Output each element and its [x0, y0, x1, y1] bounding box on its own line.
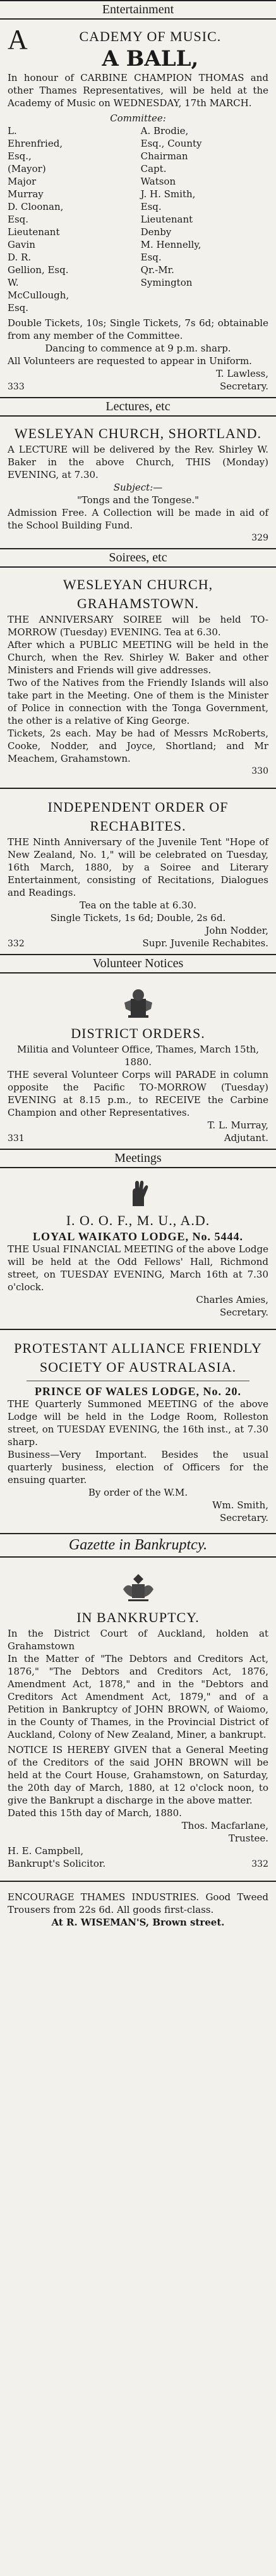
ioof-body: THE Usual FINANCIAL MEETING of the above Lodge will be held at the Odd Fellows' Hall, Richmond street, on TUESDAY EVENING, March 16th at 7.30 o'clock. [8, 1243, 268, 1293]
committee-left [8, 125, 135, 314]
committee-label: Committee: [110, 113, 166, 124]
section-header-soirees: Soirees, etc [0, 548, 276, 568]
lecture-subject: "Tongs and the Tongese." [76, 494, 200, 506]
academy-ball-title: A BALL, [102, 46, 199, 71]
committee-list [8, 125, 268, 314]
industries-line1: ENCOURAGE THAMES INDUSTRIES. Good Tweed Trousers from 22s 6d. All goods first-class. [8, 1891, 268, 1915]
committee-member: M. Hennelly, Esq. [140, 239, 201, 263]
rechabites-number: 332 [8, 939, 25, 949]
academy-footer [8, 380, 268, 393]
academy-dancing: Dancing to commence at 9 p.m. sharp. [45, 343, 231, 354]
academy-ball-notice [0, 25, 276, 397]
committee-member: Major Murray [8, 176, 44, 200]
divider [0, 1881, 276, 1882]
protestant-signoff-role: Secretary. [220, 1512, 268, 1523]
wesleyan-lecture-notice [0, 422, 276, 548]
academy-signoff-role: Secretary. [220, 381, 268, 392]
soiree-meeting: After which a PUBLIC MEETING will be held in the Church, when the Rev. Shirley W. Baker and other Ministers and Friends will give addresses. [8, 639, 268, 676]
ioof-signoff-role: Secretary. [220, 1307, 268, 1318]
bankruptcy-notice-text: NOTICE IS HEREBY GIVEN that a General Meeting of the Creditors of the said JOHN BROWN will be held at the Court House, Grahamstown, on Saturday, the 20th day of March, 1880, at 12 o'clock noon, to give the Bankrupt a discharge in the above matter. [8, 1744, 268, 1806]
protestant-signoff-name: Wm. Smith, [212, 1499, 268, 1511]
district-orders-footer [8, 1132, 268, 1145]
district-orders-body: THE several Volunteer Corps will PARADE in column opposite the Pacific TO-MORROW (Tuesday) EVENING at 8.15 p.m., to RECEIVE the Carbine Champion and other Representatives. [8, 1069, 268, 1118]
rechabites-signoff-name: John Nodder, [205, 925, 268, 936]
section-header-lectures: Lectures, etc [0, 397, 276, 417]
bankruptcy-number: 332 [251, 1859, 268, 1869]
bankruptcy-notice [0, 1563, 276, 1874]
soiree-heading: WESLEYAN CHURCH, GRAHAMSTOWN. [63, 577, 213, 611]
bankruptcy-heading: IN BANKRUPTCY. [76, 1609, 200, 1625]
section-header-gazette: Gazette in Bankruptcy. [0, 1533, 276, 1558]
academy-body: In honour of CARBINE CHAMPION THOMAS and other Thames Representatives, will be held at the Academy of Music on WEDNESDAY, 17th MARCH. [8, 72, 268, 109]
district-orders-office: Militia and Volunteer Office, Thames, March 15th, 1880. [17, 1044, 259, 1068]
bankruptcy-trustee-role: Trustee. [228, 1833, 268, 1844]
district-orders-signoff-role: Adjutant. [224, 1132, 268, 1144]
committee-member: A. Brodie, Esq., County Chairman [140, 125, 202, 162]
lecture-heading: WESLEYAN CHURCH, SHORTLAND. [14, 425, 262, 441]
district-orders-number: 331 [8, 1133, 25, 1144]
committee-member: Qr.-Mr. Symington [140, 264, 193, 288]
royal-crest-icon [119, 984, 157, 1022]
protestant-alliance-notice [0, 1336, 276, 1528]
academy-number: 333 [8, 382, 25, 392]
section-header-meetings: Meetings [0, 1149, 276, 1168]
rechabites-signoff-role: Supr. Juvenile Rechabites. [142, 937, 268, 949]
protestant-lodge: PRINCE OF WALES LODGE, No. 20. [34, 1385, 242, 1398]
protestant-order: By order of the W.M. [88, 1487, 188, 1498]
bankruptcy-footer [8, 1857, 268, 1871]
committee-member: D. Cloonan, Esq. [8, 201, 64, 225]
hand-emblem-icon [126, 1178, 150, 1209]
ioof-signoff-name: Charles Amies, [196, 1294, 268, 1305]
royal-arms-icon [119, 1568, 157, 1606]
district-orders-notice [0, 979, 276, 1149]
protestant-heading: PROTESTANT ALLIANCE FRIENDLY SOCIETY OF AUSTRALASIA. [14, 1340, 262, 1375]
soiree-natives: Two of the Natives from the Friendly Islands will also take part in the Meeting. One of them is the Minister of Police in connection with the Tonga Government, the other is a relative of King George. [8, 677, 268, 726]
academy-dropcap: A [8, 24, 28, 55]
rechabites-heading: INDEPENDENT ORDER OF RECHABITES. [47, 799, 229, 834]
rechabites-body: THE Ninth Anniversary of the Juvenile Tent "Hope of New Zealand, No. 1," will be celebrated on Tuesday, 16th March, 1880, by a Soiree and Literary Entertainment, consisting of Recitations, Dialogues and Readings. [8, 836, 268, 898]
committee-right [141, 125, 268, 314]
lecture-admission: Admission Free. A Collection will be made in aid of the School Building Fund. [8, 507, 268, 531]
committee-member: Lieutenant Denby [140, 214, 193, 238]
committee-member: Lieutenant Gavin [8, 226, 60, 250]
industries-line2: At R. WISEMAN'S, Brown street. [51, 1917, 225, 1928]
lecture-number: 329 [251, 533, 268, 543]
bankruptcy-trustee-name: Thos. Macfarlane, [181, 1820, 268, 1831]
divider [0, 788, 276, 789]
academy-heading [8, 24, 268, 55]
bankruptcy-body: In the Matter of "The Debtors and Creditors Act, 1876," "The Debtors and Creditors Act, 1876, Amendment Act, 1878," and in the "Debtors and Creditors Act Amendment Act, 1879," and of a Petition in Bankruptcy of JOHN BROWN, of Waiomo, in the County of Thames, in the Provincial District of Auckland, Colony of New Zealand, Miner, a bankrupt. [8, 1653, 268, 1740]
soiree-body: THE ANNIVERSARY SOIREE will be held TO-MORROW (Tuesday) EVENING. Tea at 6.30. [8, 614, 268, 638]
district-orders-heading: DISTRICT ORDERS. [71, 1025, 205, 1041]
committee-member: D. R. Gellion, Esq. [8, 252, 69, 276]
section-header-entertainment: Entertainment [0, 0, 276, 20]
committee-member: W. McCullough, Esq. [8, 277, 69, 314]
soiree-tickets: Tickets, 2s each. May be had of Messrs McRoberts, Cooke, Nodder, and Joyce, Shortland; and Mr Meachem, Grahamstown. [8, 728, 268, 764]
academy-signoff-name: T. Lawless, [216, 368, 268, 379]
section-header-volunteer: Volunteer Notices [0, 954, 276, 974]
committee-member: J. H. Smith, Esq. [140, 188, 196, 212]
academy-heading-text: CADEMY OF MUSIC. [79, 28, 222, 44]
bankruptcy-solicitor-role: Bankrupt's Solicitor. [8, 1858, 106, 1869]
protestant-business: Business—Very Important. Besides the usual quarterly business, election of Officers for the ensuing quarter. [8, 1449, 268, 1486]
divider [0, 1329, 276, 1330]
committee-member: L. Ehrenfried, Esq., (Mayor) [8, 125, 63, 174]
bankruptcy-solicitor-name: H. E. Campbell, [8, 1845, 84, 1857]
bankruptcy-dated: Dated this 15th day of March, 1880. [8, 1807, 182, 1819]
ioof-heading: I. O. O. F., M. U., A.D. [66, 1212, 210, 1228]
ioof-notice [0, 1173, 276, 1322]
rechabites-footer [8, 937, 268, 950]
bankruptcy-court: In the District Court of Auckland, holden at Grahamstown [8, 1628, 268, 1652]
lecture-subject-label: Subject:— [113, 482, 163, 493]
wesleyan-soiree-notice [0, 573, 276, 781]
thames-industries-notice [0, 1888, 276, 1932]
district-orders-signoff-name: T. L. Murray, [207, 1120, 268, 1131]
academy-tickets: Double Tickets, 10s; Single Tickets, 7s 6d; obtainable from any member of the Committee. [8, 317, 268, 341]
rechabites-tea: Tea on the table at 6.30. [79, 900, 197, 911]
academy-uniform: All Volunteers are requested to appear in Uniform. [8, 355, 252, 367]
rechabites-tickets: Single Tickets, 1s 6d; Double, 2s 6d. [50, 912, 226, 924]
ioof-lodge: LOYAL WAIKATO LODGE, No. 5444. [33, 1230, 243, 1243]
rechabites-notice [0, 795, 276, 954]
committee-member: Capt. Watson [140, 163, 176, 187]
protestant-body: THE Quarterly Summoned MEETING of the above Lodge will be held in the Lodge Room, Rolleston street, on TUESDAY EVENING, the 16th inst., at 7.30 sharp. [8, 1398, 268, 1448]
soiree-number: 330 [251, 766, 268, 776]
lecture-body: A LECTURE will be delivered by the Rev. Shirley W. Baker in the above Church, THIS (Monday) EVENING, at 7.30. [8, 444, 268, 480]
